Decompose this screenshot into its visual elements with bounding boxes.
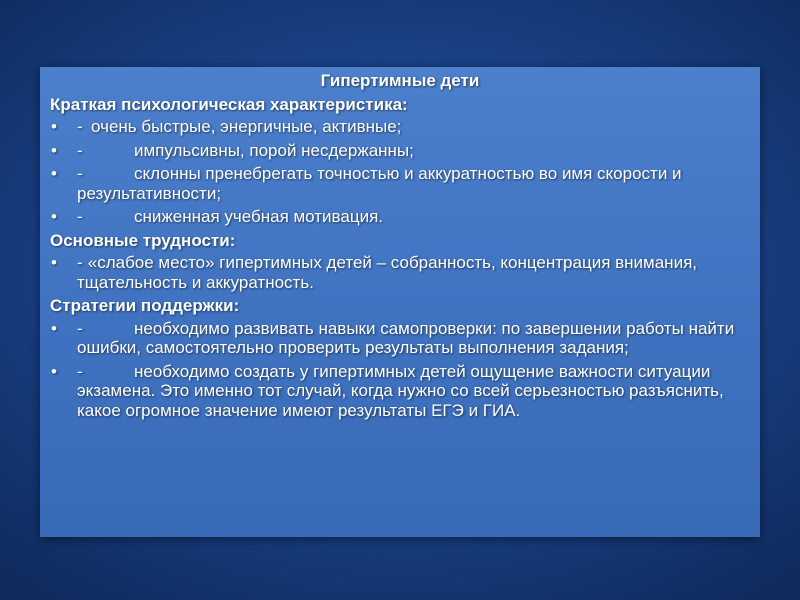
list-item-text: очень быстрые, энергичные, активные;: [91, 117, 402, 136]
bullet-icon: •: [51, 318, 57, 338]
list-item: [50, 253, 750, 292]
list-item-text: склонны пренебрегать точностью и аккуратностью во имя скорости и результативности;: [77, 164, 682, 203]
list-item: [50, 362, 750, 421]
list-item: [50, 164, 750, 203]
section-heading-characteristics: Краткая психологическая характеристика:: [50, 94, 408, 114]
content-box: [40, 67, 760, 537]
section-heading-strategies: Стратегии поддержки:: [50, 296, 240, 315]
dash-marker: -: [77, 207, 83, 226]
bullet-icon: •: [51, 207, 57, 226]
list-item: [50, 319, 750, 358]
section-heading-difficulties: Основные трудности:: [50, 230, 236, 250]
bullet-icon: •: [51, 361, 57, 381]
list-item-text: «слабое место» гипертимных детей – собранность, концентрация внимания, тщательность и аккуратность.: [77, 253, 697, 292]
dash-marker: -: [77, 164, 83, 183]
list-item: [50, 141, 750, 161]
bullet-icon: •: [51, 164, 57, 183]
dash-marker: -: [77, 140, 83, 160]
dash-marker: -: [77, 253, 83, 272]
difficulties-list: [50, 253, 750, 292]
dash-marker: -: [77, 318, 83, 338]
characteristics-list: [50, 117, 750, 227]
strategies-list: [50, 319, 750, 421]
list-item-text: необходимо создать у гипертимных детей ощущение важности ситуации экзамена. Это именно тот случай, когда нужно со всей серьезностью разъяснить, какое огромное значение имеют результаты ЕГЭ и ГИА.: [77, 361, 724, 420]
list-item: [50, 117, 750, 137]
bullet-icon: •: [51, 253, 57, 272]
list-item: [50, 207, 750, 227]
list-item-text: импульсивны, порой несдержанны;: [134, 140, 414, 160]
dash-marker: -: [77, 361, 83, 381]
list-item-text: необходимо развивать навыки самопроверки: по завершении работы найти ошибки, самостоятельно проверить результаты выполнения задания;: [77, 318, 735, 357]
bullet-icon: •: [51, 140, 57, 160]
slide-title: Гипертимные дети: [320, 71, 480, 90]
bullet-icon: •: [51, 117, 57, 136]
dash-marker: -: [77, 117, 83, 136]
list-item-text: сниженная учебная мотивация.: [134, 207, 384, 226]
